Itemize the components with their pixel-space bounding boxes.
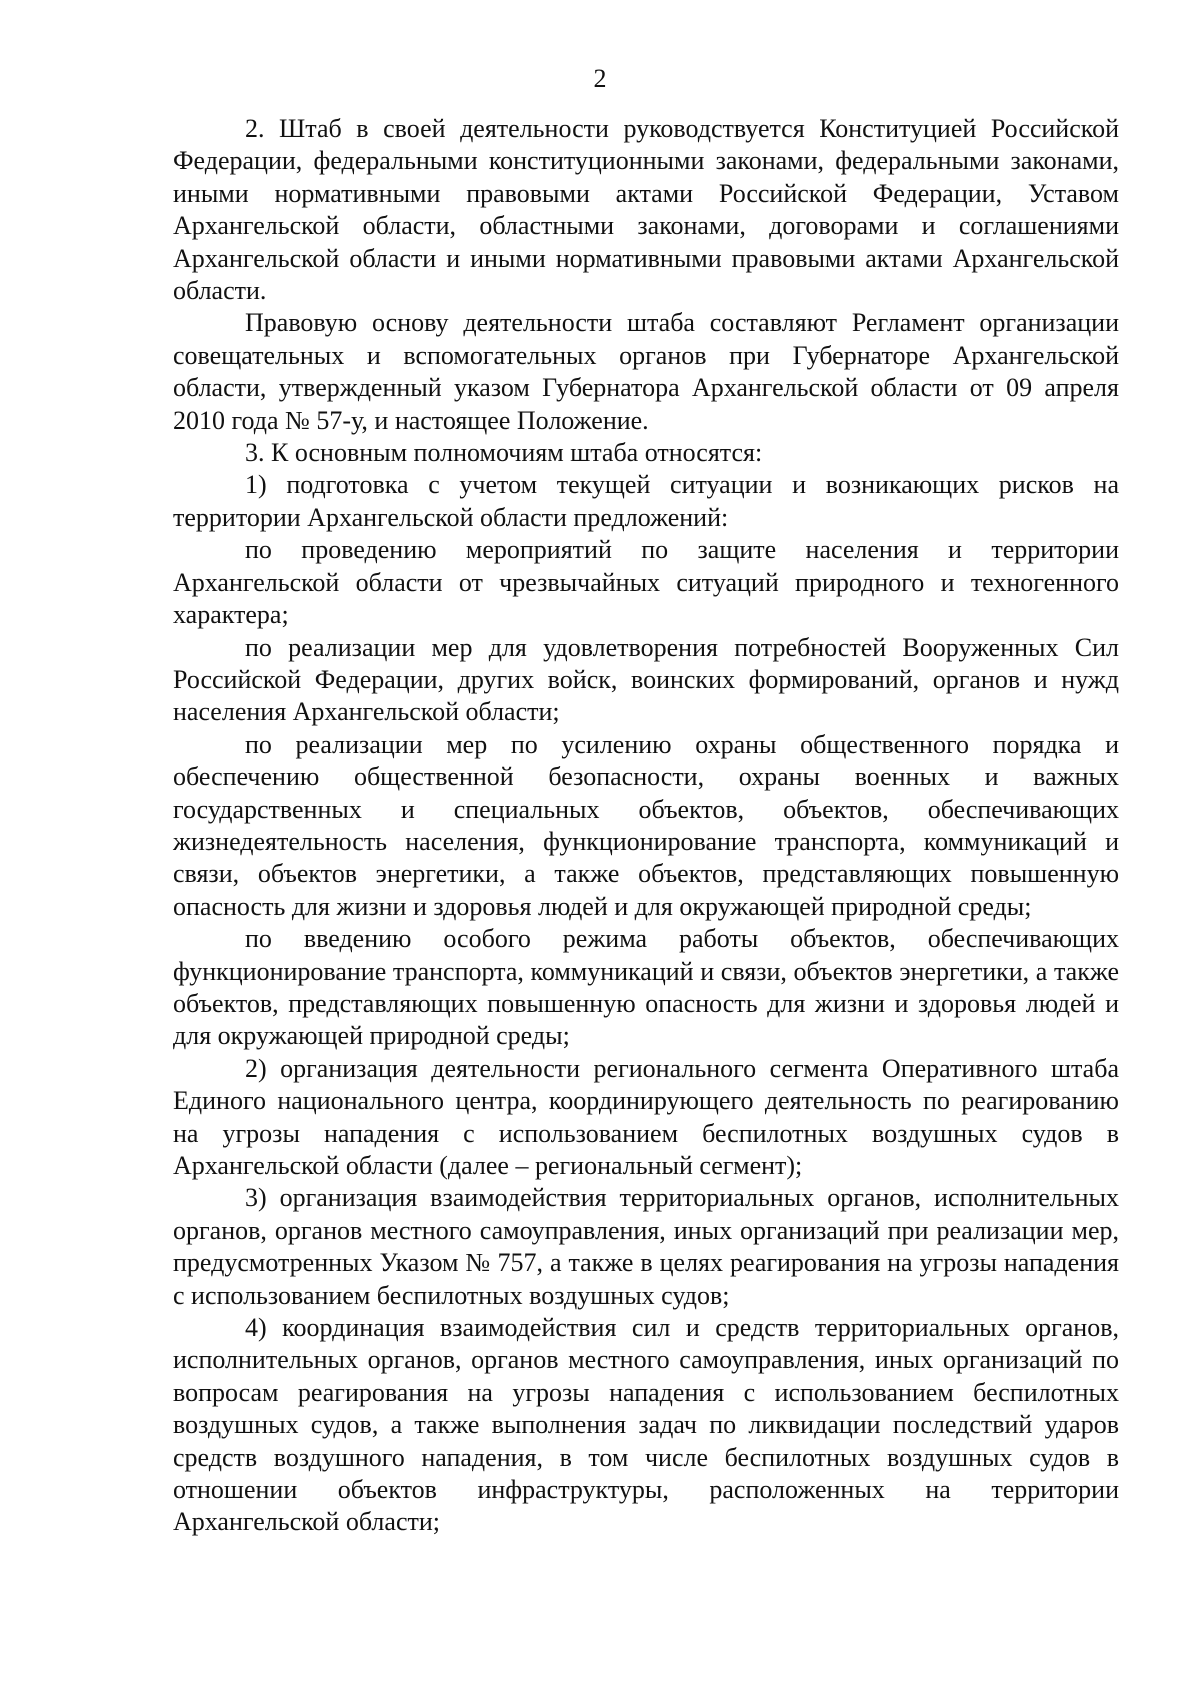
paragraph-3-2: 2) организация деятельности регионального сегмента Оперативного штаба Единого национального центра, координирующего деятельность по реагированию на угрозы нападения с использованием беспилотных воздушных судов в Архангельской области (далее – региональный сегмент); <box>173 1053 1119 1180</box>
paragraph-3-4: 4) координация взаимодействия сил и средств территориальных органов, исполнительных органов, органов местного самоуправления, иных организаций по вопросам реагирования на угрозы нападения с использованием беспилотных воздушных судов, а также выполнения задач по ликвидации последствий ударов средств воздушного нападения, в том числе беспилотных воздушных судов в отношении объектов инфраструктуры, расположенных на территории Архангельской области; <box>173 1313 1119 1537</box>
paragraph-legal-basis: Правовую основу деятельности штаба составляют Регламент организации совещательных и вспомогательных органов при Губернаторе Архангельской области, утвержденный указом Губернатора Архангельской области от 09 апреля 2010 года № 57-у, и настоящее Положение. <box>173 308 1119 435</box>
document-body <box>173 113 1119 1539</box>
paragraph-3-1-d: по введению особого режима работы объектов, обеспечивающих функционирование транспорта, коммуникаций и связи, объектов энергетики, а также объектов, представляющих повышенную опасность для жизни и здоровья людей и для окружающей природной среды; <box>173 924 1119 1051</box>
paragraph-3-1-a: по проведению мероприятий по защите населения и территории Архангельской области от чрезвычайных ситуаций природного и техногенного характера; <box>173 535 1119 630</box>
paragraph-3-1: 1) подготовка с учетом текущей ситуации и возникающих рисков на территории Архангельской области предложений: <box>173 470 1119 532</box>
paragraph-2: 2. Штаб в своей деятельности руководствуется Конституцией Российской Федерации, федеральными конституционными законами, федеральными законами, иными нормативными правовыми актами Российской Федерации, Уставом Архангельской области, областными законами, договорами и соглашениями Архангельской области и иными нормативными правовыми актами Архангельской области. <box>173 114 1119 306</box>
paragraph-3-3: 3) организация взаимодействия территориальных органов, исполнительных органов, органов местного самоуправления, иных организаций при реализации мер, предусмотренных Указом № 757, а также в целях реагирования на угрозы нападения с использованием беспилотных воздушных судов; <box>173 1183 1119 1310</box>
paragraph-3-1-c: по реализации мер по усилению охраны общественного порядка и обеспечению общественной безопасности, охраны военных и важных государственных и специальных объектов, объектов, обеспечивающих жизнедеятельность населения, функционирование транспорта, коммуникаций и связи, объектов энергетики, а также объектов, представляющих повышенную опасность для жизни и здоровья людей и для окружающей природной среды; <box>173 729 1119 921</box>
page-number: 2 <box>593 64 607 93</box>
paragraph-3-1-b: по реализации мер для удовлетворения потребностей Вооруженных Сил Российской Федерации, других войск, воинских формирований, органов и нужд населения Архангельской области; <box>173 632 1119 727</box>
paragraph-3: 3. К основным полномочиям штаба относятся: <box>245 438 763 468</box>
